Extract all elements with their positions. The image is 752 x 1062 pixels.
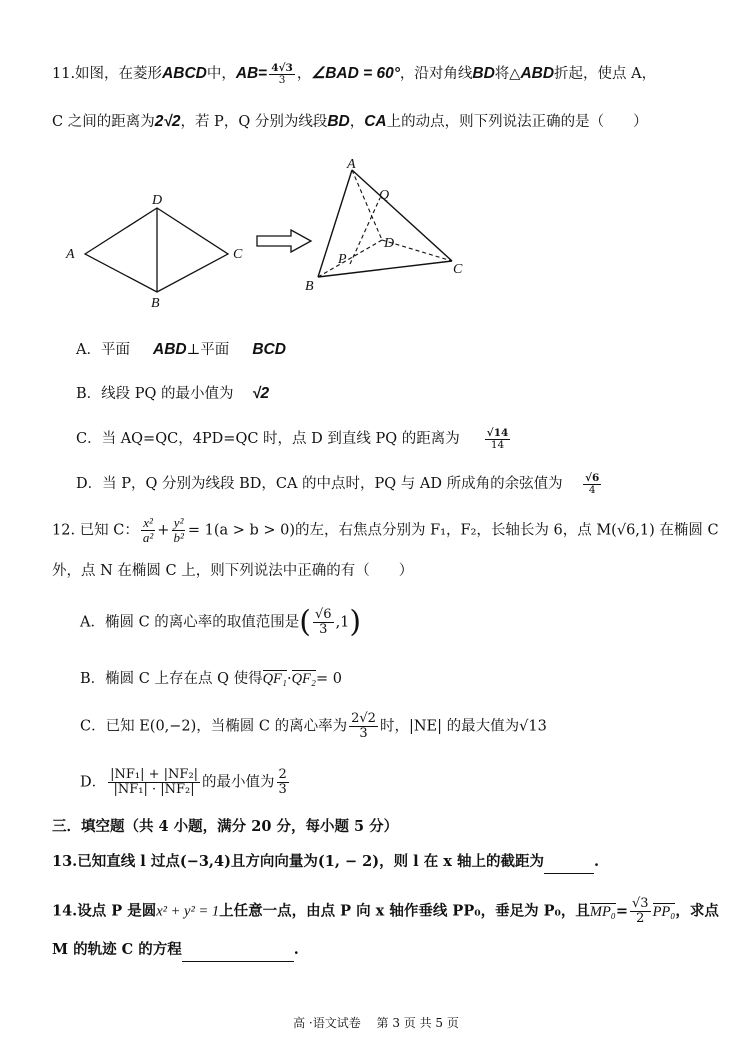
q11-option-b: B．线段 PQ 的最小值为 √2: [76, 385, 270, 402]
fig2-label-c: C: [453, 262, 463, 277]
y2-over-b2: $\frac{\text{y²}}{\text{b²}}$: [173, 515, 184, 545]
q11-option-a: A．平面 ABD⊥平面 BCD: [76, 341, 286, 358]
q11-option-c: C．当 AQ=QC，4PD=QC 时，点 D 到直线 PQ 的距离为 $\frac{√14}{14}$: [76, 426, 509, 451]
q14-fraction: $\frac{√3}{2}$: [632, 896, 649, 926]
fig1-label-d: D: [152, 193, 163, 208]
section-3-heading: 三．填空题（共 4 小题，满分 20 分，每小题 5 分）: [52, 818, 399, 835]
q12d-fraction: $\frac{\text{|NF₁| + |NF₂|}}{\text{|NF₁| · |NF₂|}}$: [110, 767, 199, 797]
q12c-fraction: $\frac{2√2}{3}$: [351, 711, 376, 741]
optc-fraction: $\frac{√14}{14}$: [486, 426, 509, 451]
fig2-label-d: D: [384, 236, 395, 251]
q13-answer-blank[interactable]: [544, 857, 594, 874]
fig1-label-c: C: [233, 247, 243, 262]
q12a-fraction: $\frac{√6}{3}$: [315, 607, 332, 637]
fig2-label-b: B: [305, 279, 314, 294]
q14-line1: 14.设点 P 是圆x² + y² = 1上任意一点，由点 P 向 x 轴作垂线 PP₀，垂足为 P₀，且MP₀= $\frac{√3}{2}$ PP₀，求点: [52, 896, 719, 926]
q11-option-d: D．当 P，Q 分别为线段 BD，CA 的中点时，PQ 与 AD 所成角的余弦值为 $\frac{√6}{4}$: [76, 471, 600, 496]
q12-option-a: A．椭圆 C 的离心率的取值范围是( $\frac{√6}{3}$ ,1): [80, 604, 362, 640]
q13-text: 13.已知直线 l 过点(−3,4)且方向向量为(1, − 2)，则 l 在 x 轴上的截距为 .: [52, 850, 712, 874]
optd-fraction: $\frac{√6}{4}$: [585, 471, 600, 496]
fig1-label-a: A: [66, 247, 75, 262]
q12-option-b: B．椭圆 C 上存在点 Q 使得QF₁·QF₂= 0: [80, 671, 342, 687]
ab-fraction: $\frac{4√3}{3}$: [271, 61, 293, 86]
fig2-label-p: P: [338, 252, 347, 267]
q11-line1: 11.如图，在菱形ABCD中，AB= $\frac{4√3}{3}$ ，∠BAD = 60°，沿对角线BD将△ABD折起，使点 A，: [52, 61, 657, 86]
q12-option-d: D． $\frac{\text{|NF₁| + |NF₂|}}{\text{|NF₁| · |NF₂|}}$ 的最小值为 $\frac{2}{3}$: [80, 767, 287, 797]
page-footer: 高 ·语文试卷 第 3 页 共 5 页: [293, 1016, 459, 1030]
tetrahedron-figure: [295, 155, 485, 300]
q12d-value: $\frac{2}{3}$: [278, 767, 287, 797]
rhombus-figure: [60, 185, 260, 315]
fig1-label-b: B: [151, 296, 160, 311]
q14-answer-blank[interactable]: [182, 945, 294, 962]
q11-line2: C 之间的距离为2√2，若 P，Q 分别为线段BD，CA上的动点，则下列说法正确的是（ ）: [52, 113, 648, 130]
q12-line2: 外，点 N 在椭圆 C 上，则下列说法中正确的有（ ）: [52, 563, 414, 579]
fig2-label-a: A: [347, 157, 356, 172]
fig2-label-q: Q: [379, 188, 390, 203]
q12-line1: 12. 已知 C： $\frac{\text{x²}}{\text{a²}}$ + $\frac{\text{y²}}{\text{b²}}$ = 1(a > b > 0)的左，右焦点分别为 F₁，F₂，长轴长为 6，点 M(√6,1) 在椭圆 C: [52, 515, 719, 545]
q12-option-c: C．已知 E(0,−2)，当椭圆 C 的离心率为 $\frac{2√2}{3}$ 时，|NE| 的最大值为√13: [80, 711, 547, 741]
x2-over-a2: $\frac{\text{x²}}{\text{a²}}$: [142, 515, 154, 545]
q14-line2: M 的轨迹 C 的方程 .: [52, 938, 712, 962]
